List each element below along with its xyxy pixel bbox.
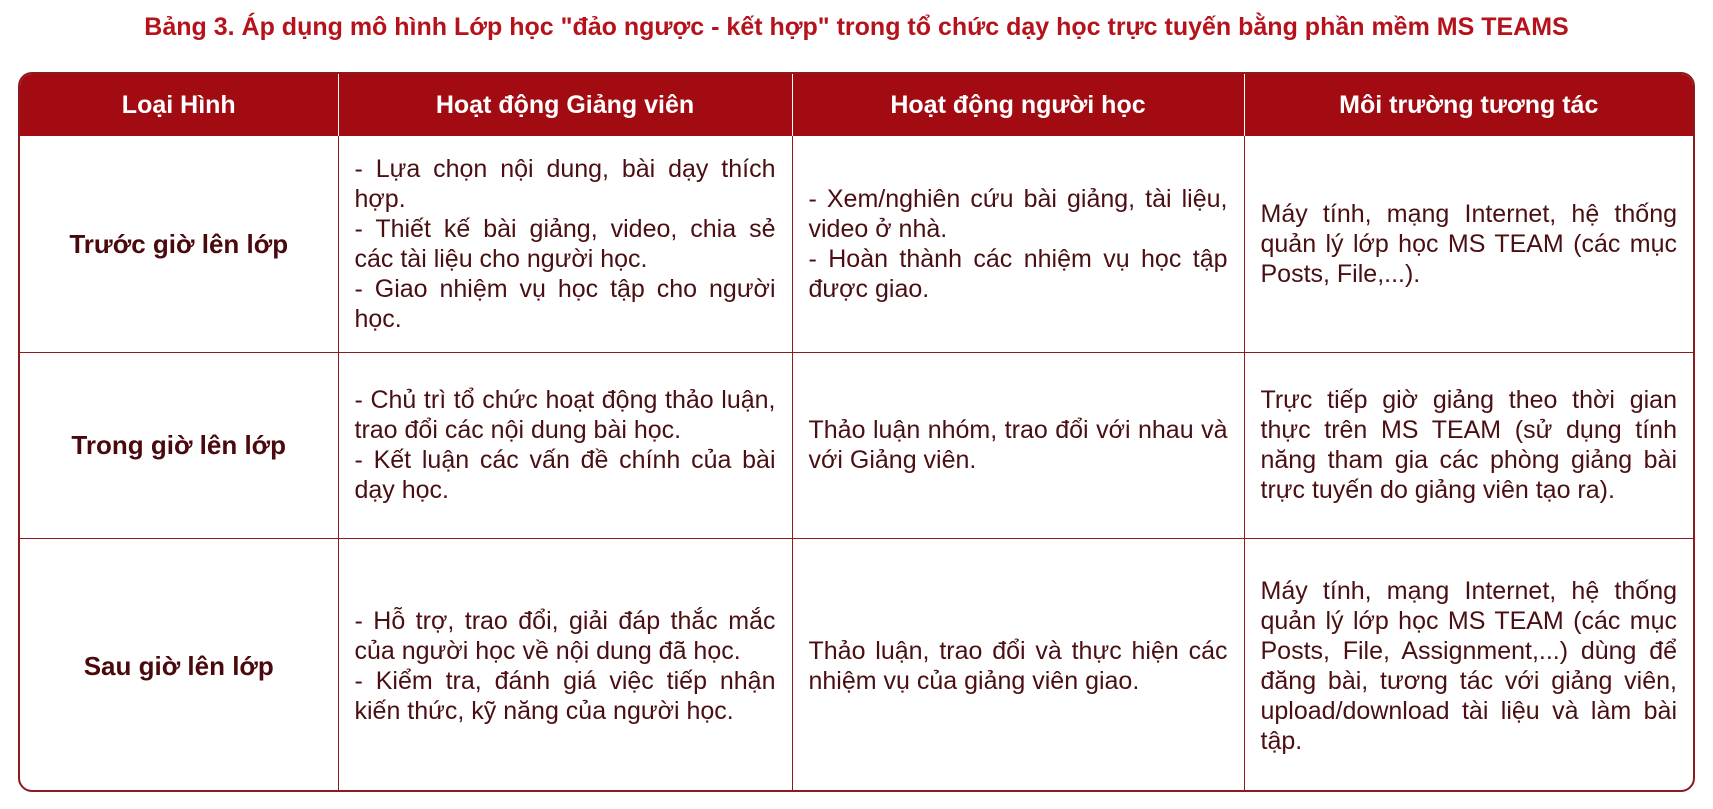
- environment-item: Máy tính, mạng Internet, hệ thống quản lý lớp học MS TEAM (các mục Posts, File, Assignment,...) dùng để đăng bài, tương tác với giảng viên, upload/download tài liệu và làm bài tập.: [1260, 577, 1677, 756]
- header-type: Loại Hình: [20, 74, 338, 136]
- environment-item: Trực tiếp giờ giảng theo thời gian thực trên MS TEAM (sử dụng tính năng tham gia các phòng giảng bài trực tuyến do giảng viên tạo ra).: [1260, 386, 1677, 504]
- table-header-row: [20, 74, 1693, 136]
- learner-activity-item: - Xem/nghiên cứu bài giảng, tài liệu, video ở nhà.: [808, 184, 1228, 243]
- table-row: [20, 136, 1693, 352]
- learner-activity-item: Thảo luận, trao đổi và thực hiện các nhiệm vụ của giảng viên giao.: [808, 637, 1228, 696]
- lecturer-activity-item: - Chủ trì tổ chức hoạt động thảo luận, trao đổi các nội dung bài học.: [354, 386, 776, 444]
- lecturer-activity-item: - Kiểm tra, đánh giá việc tiếp nhận kiến thức, kỹ năng của người học.: [354, 667, 776, 726]
- table-row: [20, 352, 1693, 538]
- row-type: Sau giờ lên lớp: [20, 538, 338, 792]
- learner-activity-cell: [792, 538, 1244, 792]
- environment-item: Máy tính, mạng Internet, hệ thống quản lý lớp học MS TEAM (các mục Posts, File,...).: [1260, 199, 1677, 288]
- header-lecturer-activity: Hoạt động Giảng viên: [338, 74, 792, 136]
- table-row: [20, 538, 1693, 792]
- lecturer-activity-item: - Giao nhiệm vụ học tập cho người học.: [354, 274, 776, 333]
- lecturer-activity-cell: [338, 136, 792, 352]
- learner-activity-item: Thảo luận nhóm, trao đổi với nhau và với Giảng viên.: [808, 416, 1228, 474]
- header-learner-activity: Hoạt động người học: [792, 74, 1244, 136]
- environment-cell: [1244, 136, 1693, 352]
- lecturer-activity-item: - Hỗ trợ, trao đổi, giải đáp thắc mắc của người học về nội dung đã học.: [354, 607, 776, 666]
- lecturer-activity-item: - Lựa chọn nội dung, bài dạy thích hợp.: [354, 154, 776, 213]
- activity-table: [18, 72, 1695, 792]
- lecturer-activity-item: - Kết luận các vấn đề chính của bài dạy học.: [354, 446, 776, 504]
- learner-activity-item: - Hoàn thành các nhiệm vụ học tập được giao.: [808, 244, 1228, 303]
- table-caption: Bảng 3. Áp dụng mô hình Lớp học "đảo ngược - kết hợp" trong tổ chức dạy học trực tuyến bằng phần mềm MS TEAMS: [144, 13, 1569, 41]
- header-interaction-environment: Môi trường tương tác: [1244, 74, 1693, 136]
- environment-cell: [1244, 352, 1693, 538]
- learner-activity-cell: [792, 352, 1244, 538]
- lecturer-activity-cell: [338, 352, 792, 538]
- row-type: Trong giờ lên lớp: [20, 352, 338, 538]
- environment-cell: [1244, 538, 1693, 792]
- lecturer-activity-item: - Thiết kế bài giảng, video, chia sẻ các tài liệu cho người học.: [354, 214, 776, 273]
- learner-activity-cell: [792, 136, 1244, 352]
- lecturer-activity-cell: [338, 538, 792, 792]
- row-type: Trước giờ lên lớp: [20, 136, 338, 352]
